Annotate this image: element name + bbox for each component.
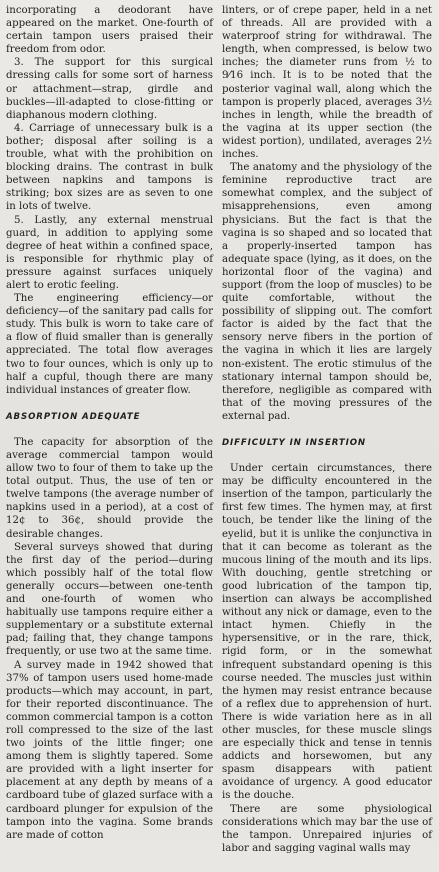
paragraph: 5. Lastly, any external menstrual guard, in addition to applying some degree of heat within a confined space, is responsible for rhythmic play of pressure against surfaces uniquely alert to erotic feeling. bbox=[6, 214, 213, 291]
paragraph: A survey made in 1942 showed that 37% of tampon users used home-made products—which may account, in part, for their reported discontinuance. The common commercial tampon is a cotton roll compressed to the size of the last two joints of the little finger; one among them is slightly tapered. Some are provided with a light inserter for placement at any depth by means of a cardboard tube of glazed surface with a cardboard plunger for expulsion of the tampon into the vagina. Some brands are made of cotton bbox=[6, 659, 213, 841]
paragraph: The engineering efficiency—or deficiency—of the sanitary pad calls for study. This bulk is worn to take care of a flow of fluid smaller than is generally appreciated. The total flow averages two to four ounces, which is only up to half a cupful, though there are many individual instances of greater flow. bbox=[6, 293, 213, 396]
section-heading: DIFFICULTY IN INSERTION bbox=[222, 438, 367, 448]
paragraph: incorporating a deodorant have appeared on the market. One-fourth of certain tampon users praised their freedom from odor. bbox=[6, 5, 213, 56]
paragraph: The anatomy and the physiology of the feminine reproductive tract are somewhat complex, and the subject of misapprehensions, even among physicians. But the fact is that the vagina is so shaped and so located that a properly-inserted tampon has adequate space (lying, as it does, on the horizontal floor of the vagina) and support (from the loop of muscles) to be quite comfortable, without the possibility of slipping out. The comfort factor is aided by the fact that the sensory nerve fibers in the portion of the vagina in which it lies are largely non-existent. The erotic stimulus of the stationary internal tampon should be, therefore, negligible as compared with that of the moving pressures of the external pad. bbox=[222, 162, 432, 422]
paragraph: linters, or of crepe paper, held in a net of threads. All are provided with a waterproof string for withdrawal. The length, when compressed, is below two inches; the diameter runs from ½ to 9⁄16 inch. It is to be noted that the posterior vaginal wall, along which the tampon is properly placed, averages 3½ inches in length, while the breadth of the vagina at its upper section (the widest portion), undilated, averages 2½ inches. bbox=[222, 5, 432, 161]
paragraph: There are some physiological considerations which may bar the use of the tampon. Unrepaired injuries of labor and sagging vaginal walls may bbox=[222, 803, 432, 854]
left-column bbox=[6, 4, 213, 842]
right-column bbox=[222, 4, 432, 855]
paragraph: The capacity for absorption of the average commercial tampon would allow two to four of them to take up the total output. Thus, the use of ten or twelve tampons (the average number of napkins used in a period), at a cost of 12¢ to 36¢, should provide the desirable changes. bbox=[6, 436, 213, 540]
section-heading: ABSORPTION ADEQUATE bbox=[6, 411, 141, 422]
paragraph: Under certain circumstances, there may be difficulty encountered in the insertion of the tampon, particularly the first few times. The hymen may, at first touch, be tender like the lining of the eyelid, but it is unlike the conjunctiva in that it can become as tolerant as the mucous lining of the mouth and its lips. With douching, gentle stretching or good lubrication of the tampon tip, insertion can always be accomplished without any nick or damage, even to the intact hymen. Chiefly in the hypersensitive, or in the rare, thick, rigid form, or in the somewhat infrequent substandard opening is this course needed. The muscles just within the hymen may resist entrance because of a reflex due to apprehension of hurt. There is wide variation here as in all other muscles, for these muscle slings are especially thick and tense in tennis addicts and horsewomen, but any spasm disappears with patient avoidance of urgency. A good educator is the douche. bbox=[222, 463, 432, 802]
paragraph: 4. Carriage of unnecessary bulk is a bother; disposal after soiling is a trouble, what with the prohibition on blocking drains. The contrast in bulk between napkins and tampons is striking; box sizes are as seven to one in lots of twelve. bbox=[6, 122, 213, 213]
paragraph: 3. The support for this surgical dressing calls for some sort of harness or attachment—strap, girdle and buckles—ill-adapted to close-fitting or diaphanous modern clothing. bbox=[6, 57, 213, 121]
paragraph: Several surveys showed that during the first day of the period—during which possibly half of the total flow generally occurs—between one-tenth and one-fourth of women who habitually use tampons require either a supplementary or a substitute external pad; failing that, they change tampons frequently, or use two at the same time. bbox=[6, 541, 213, 658]
